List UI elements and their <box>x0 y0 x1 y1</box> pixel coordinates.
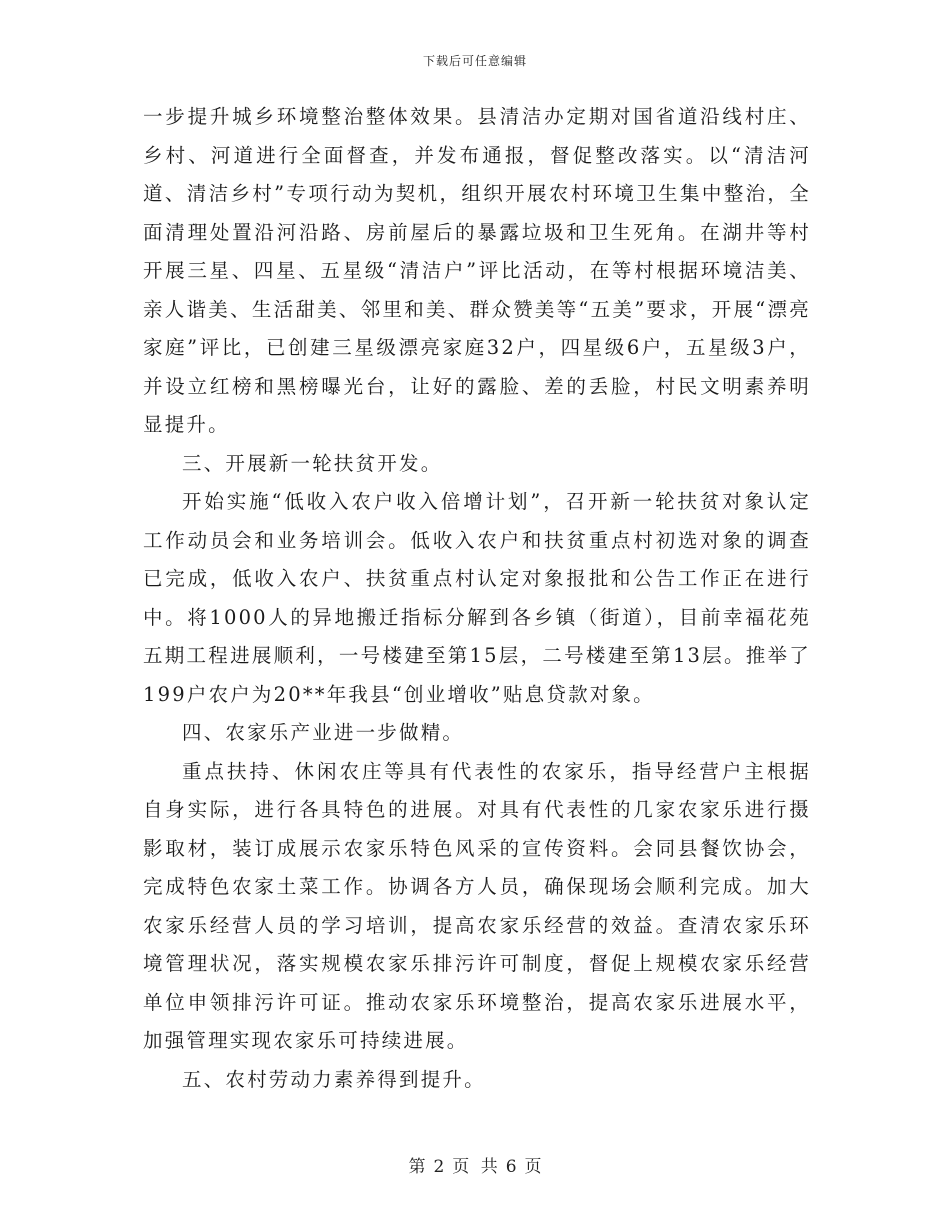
document-body <box>143 98 811 1099</box>
page-footer <box>0 1152 950 1177</box>
footer-prefix: 第 <box>408 1157 426 1177</box>
section-heading-agritourism: 四、农家乐产业进一步做精。 <box>182 721 465 744</box>
footer-total-pages: 6 <box>505 1157 517 1177</box>
page-header-note: 下载后可任意编辑 <box>422 54 527 68</box>
section-heading-rural-labor: 五、农村劳动力素养得到提升。 <box>182 1067 486 1091</box>
footer-suffix: 页 <box>524 1157 542 1177</box>
section-heading-poverty-alleviation: 三、开展新一轮扶贫开发。 <box>182 451 443 475</box>
paragraph-poverty-alleviation: 开始实施“低收入农户收入倍增计划”，召开新一轮扶贫对象认定工作动员会和业务培训会。低收入农户和扶贫重点村初选对象的调查已完成，低收入农户、扶贫重点村认定对象报批和公告工作正在进行中。将1000人的异地搬迁指标分解到各乡镇（街道），目前幸福花苑五期工程进展顺利，一号楼建至第15层，二号楼建至第13层。推举了199户农户为20**年我县“创业增收”贴息贷款对象。 <box>143 490 811 706</box>
paragraph-environment-remediation: 一步提升城乡环境整治整体效果。县清洁办定期对国省道沿线村庄、乡村、河道进行全面督查，并发布通报，督促整改落实。以“清洁河道、清洁乡村”专项行动为契机，组织开展农村环境卫生集中整治，全面清理处置沿河沿路、房前屋后的暴露垃圾和卫生死角。在湖井等村开展三星、四星、五星级“清洁户”评比活动，在等村根据环境洁美、亲人谐美、生活甜美、邻里和美、群众赞美等“五美”要求，开展“漂亮家庭”评比，已创建三星级漂亮家庭32户，四星级6户，五星级3户，并设立红榜和黑榜曝光台，让好的露脸、差的丢脸，村民文明素养明显提升。 <box>143 105 811 436</box>
footer-middle: 页 共 <box>452 1157 498 1177</box>
paragraph-agritourism: 重点扶持、休闲农庄等具有代表性的农家乐，指导经营户主根据自身实际，进行各具特色的进展。对具有代表性的几家农家乐进行摄影取材，装订成展示农家乐特色风采的宣传资料。会同县餐饮协会，完成特色农家土菜工作。协调各方人员，确保现场会顺利完成。加大农家乐经营人员的学习培训，提高农家乐经营的效益。查清农家乐环境管理状况，落实规模农家乐排污许可制度，督促上规模农家乐经营单位申领排污许可证。推动农家乐环境整治，提高农家乐进展水平，加强管理实现农家乐可持续进展。 <box>143 759 811 1052</box>
footer-current-page: 2 <box>433 1157 445 1177</box>
